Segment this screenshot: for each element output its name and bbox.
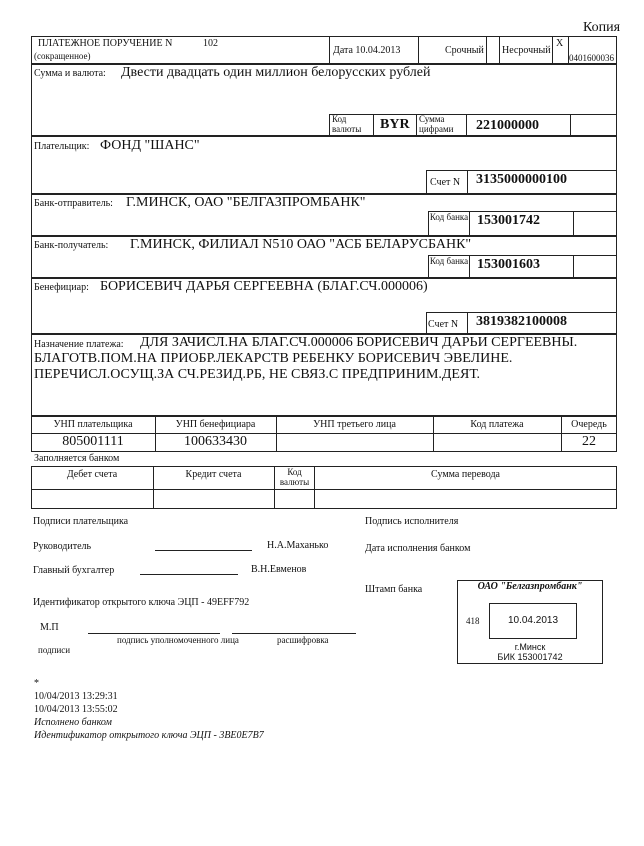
receiver-bank-code-label: Код банка xyxy=(429,256,469,266)
beneficiary-unp: 100633430 xyxy=(184,434,247,449)
currency-code: BYR xyxy=(380,117,410,132)
purpose-line-1: ДЛЯ ЗАЧИСЛ.НА БЛАГ.СЧ.000006 БОРИСЕВИЧ ДАРЬИ СЕРГЕЕВНЫ. xyxy=(140,335,578,350)
document-number: 102 xyxy=(203,38,218,49)
head-label: Руководитель xyxy=(33,541,92,552)
queue-value: 22 xyxy=(582,434,596,449)
nonurgent-label: Несрочный xyxy=(502,45,551,56)
bank-stamp-label: Штамп банка xyxy=(365,584,423,595)
sender-bank-name: Г.МИНСК, ОАО "БЕЛГАЗПРОМБАНК" xyxy=(126,195,366,210)
queue-label: Очередь xyxy=(571,419,607,430)
bank-key-id: Идентификатор открытого ключа ЭЦП - 3BE0E7B7 xyxy=(34,730,264,741)
transfer-sum-label: Сумма перевода xyxy=(431,469,500,480)
payer-name: ФОНД "ШАНС" xyxy=(100,138,200,153)
document-title: ПЛАТЕЖНОЕ ПОРУЧЕНИЕ N xyxy=(38,38,173,49)
signature-caption: подпись уполномоченного лица xyxy=(117,635,239,645)
decoding-caption: расшифровка xyxy=(277,635,329,645)
payer-account: 3135000000100 xyxy=(476,172,567,187)
stamp-city: г.Минск xyxy=(514,642,546,652)
payer-label: Плательщик: xyxy=(34,141,90,152)
payer-unp-label: УНП плательщика xyxy=(53,419,133,430)
payer-unp: 805001111 xyxy=(62,434,124,449)
purpose-line-3: ПЕРЕЧИСЛ.ОСУЩ.ЗА СЧ.РЕЗИД.РБ, НЕ СВЯЗ.С ПРЕДПРИНИМ.ДЕЯТ. xyxy=(34,367,480,382)
timestamp-1: 10/04/2013 13:29:31 xyxy=(34,691,118,702)
document-date: Дата 10.04.2013 xyxy=(333,45,401,56)
signatures-caption: подписи xyxy=(38,645,71,655)
payment-code-label: Код платежа xyxy=(470,419,524,430)
footer-star: * xyxy=(34,678,39,689)
sender-bank-label: Банк-отправитель: xyxy=(34,198,113,209)
credit-label: Кредит счета xyxy=(185,469,242,480)
copy-label: Копия xyxy=(583,20,621,35)
execution-date-label: Дата исполнения банком xyxy=(365,543,471,554)
sum-label: Сумма цифрами xyxy=(419,114,454,134)
currency-code-label: Код валюты xyxy=(332,114,362,134)
urgent-label: Срочный xyxy=(445,45,484,56)
amount-label: Сумма и валюта: xyxy=(34,68,106,79)
payer-account-label: Счет N xyxy=(430,177,461,188)
third-party-unp-label: УНП третьего лица xyxy=(313,419,396,430)
sum-value: 221000000 xyxy=(476,118,539,133)
stamp-date: 10.04.2013 xyxy=(507,615,559,626)
amount-words: Двести двадцать один миллион белорусских рублей xyxy=(121,65,431,80)
payer-key-id: Идентификатор открытого ключа ЭЦП - 49EFF792 xyxy=(33,597,250,608)
executor-signature-title: Подпись исполнителя xyxy=(365,516,459,527)
beneficiary-unp-label: УНП бенефициара xyxy=(175,419,256,430)
head-name: Н.А.Маханько xyxy=(267,540,329,551)
timestamp-2: 10/04/2013 13:55:02 xyxy=(34,704,118,715)
bank-fill-label: Заполняется банком xyxy=(34,453,120,464)
purpose-label: Назначение платежа: xyxy=(34,339,124,350)
beneficiary-account: 3819382100008 xyxy=(476,314,567,329)
beneficiary-label: Бенефициар: xyxy=(34,282,89,293)
sender-bank-code-label: Код банка xyxy=(429,212,469,222)
receiver-bank-label: Банк-получатель: xyxy=(34,240,109,251)
accountant-label: Главный бухгалтер xyxy=(33,565,115,576)
stamp-bank-name: ОАО "Белгазпромбанк" xyxy=(477,581,583,592)
accountant-name: В.Н.Евменов xyxy=(251,564,307,575)
stamp-number: 418 xyxy=(466,616,480,626)
nonurgent-mark: X xyxy=(556,38,564,49)
receiver-bank-code: 153001603 xyxy=(477,257,540,272)
debit-label: Дебет счета xyxy=(66,469,118,480)
beneficiary-account-label: Счет N xyxy=(428,319,459,330)
bank-currency-label: Код валюты xyxy=(279,467,310,487)
beneficiary-name: БОРИСЕВИЧ ДАРЬЯ СЕРГЕЕВНА (БЛАГ.СЧ.000006) xyxy=(100,279,428,294)
stamp-place-label: М.П xyxy=(40,622,59,633)
stamp-bik: БИК 153001742 xyxy=(497,652,563,662)
executed-label: Исполнено банком xyxy=(34,717,112,728)
purpose-line-2: БЛАГОТВ.ПОМ.НА ПРИОБР.ЛЕКАРСТВ РЕБЕНКУ БОРИСЕВИЧ ЭВЕЛИНЕ. xyxy=(34,351,513,366)
document-subtitle: (сокращенное) xyxy=(34,51,91,61)
form-code: 0401600036 xyxy=(569,53,614,63)
receiver-bank-name: Г.МИНСК, ФИЛИАЛ N510 ОАО "АСБ БЕЛАРУСБАНК" xyxy=(130,237,472,252)
sender-bank-code: 153001742 xyxy=(477,213,540,228)
payer-signatures-title: Подписи плательщика xyxy=(33,516,129,527)
